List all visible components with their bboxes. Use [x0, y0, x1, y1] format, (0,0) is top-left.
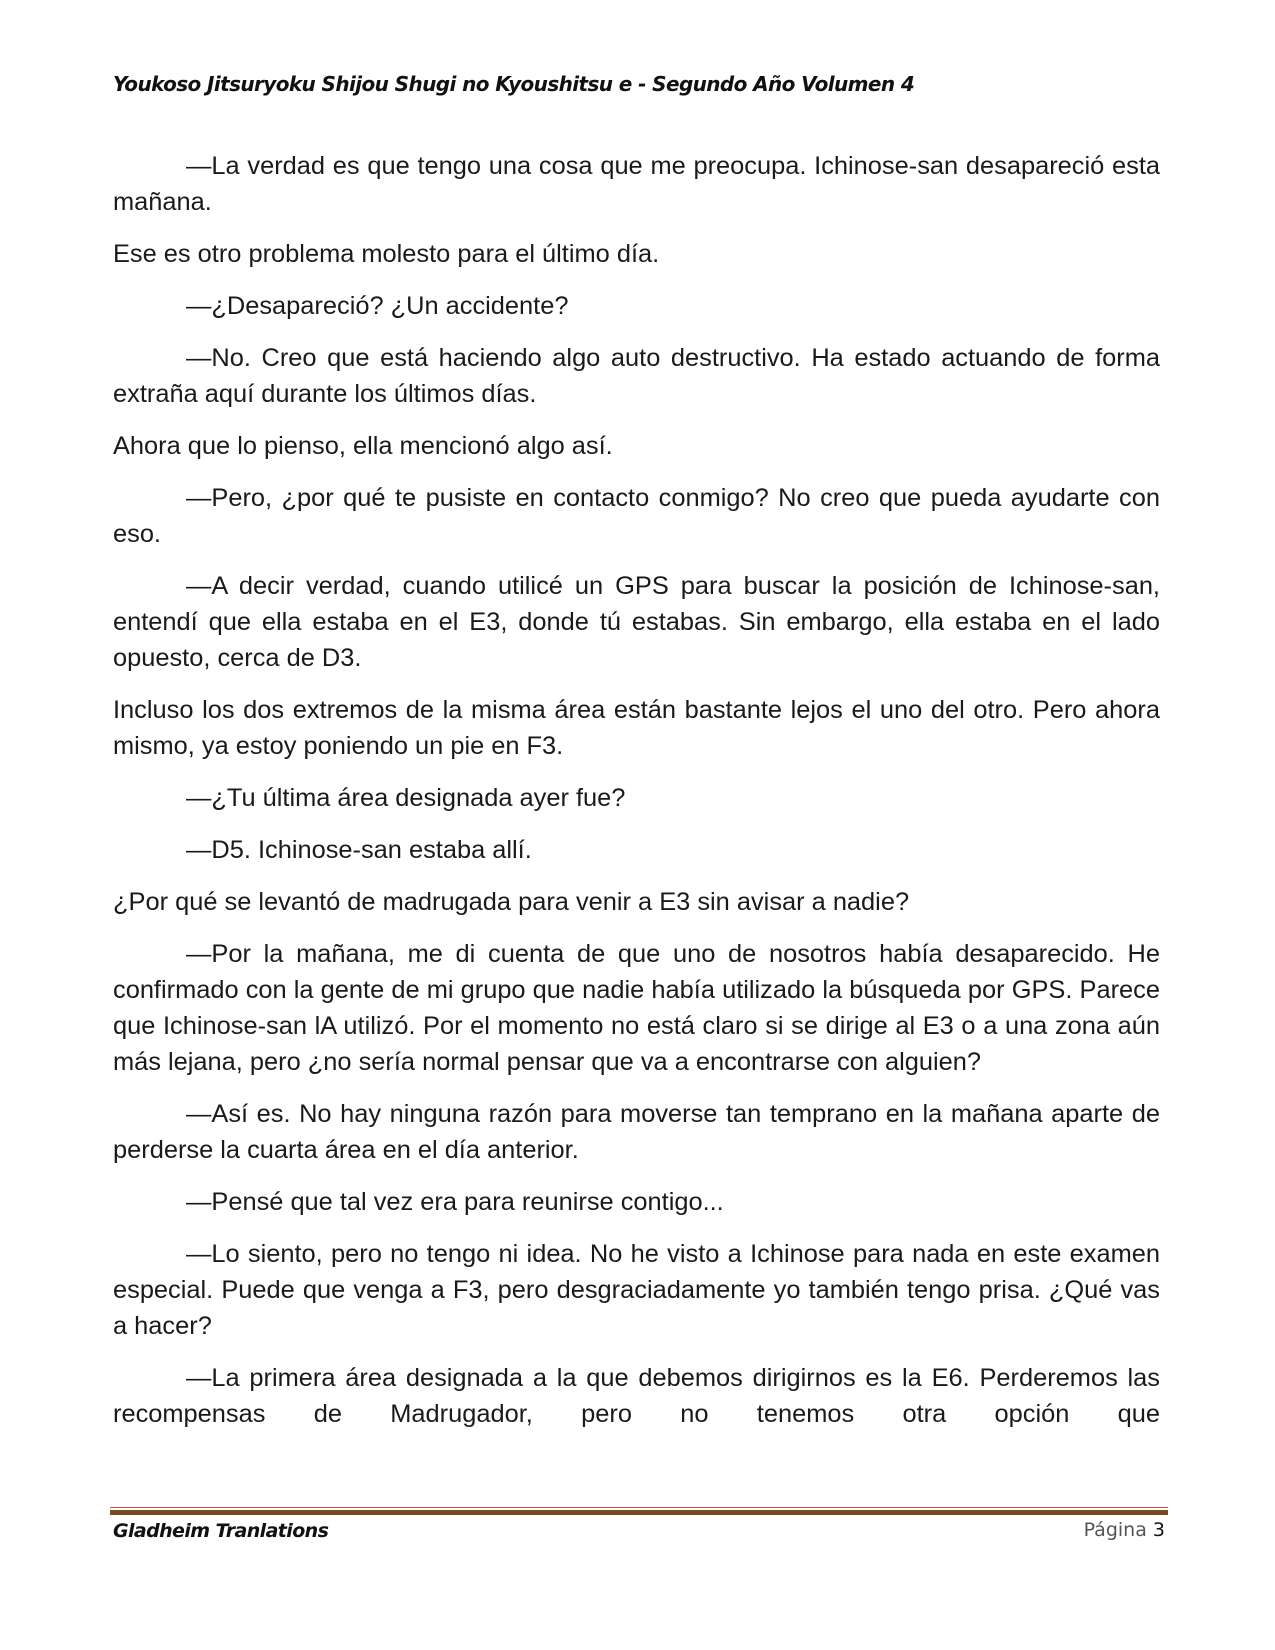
body-text: [113, 148, 1160, 1448]
page-label: Página: [1083, 1519, 1147, 1541]
footer-rule: [110, 1507, 1168, 1515]
running-header: Youkoso Jitsuryoku Shijou Shugi no Kyoushitsu e - Segundo Año Volumen 4: [113, 72, 915, 96]
paragraph-dialogue: —Lo siento, pero no tengo ni idea. No he visto a Ichinose para nada en este examen especial. Puede que venga a F3, pero desgraciadamente yo también tengo prisa. ¿Qué vas a hacer?: [113, 1240, 1160, 1340]
paragraph-dialogue: —¿Tu última área designada ayer fue?: [186, 784, 626, 812]
footer-rule-thick: [110, 1510, 1168, 1515]
footer-credit: Gladheim Tranlations: [113, 1520, 329, 1542]
footer-rule-thin: [110, 1507, 1168, 1508]
paragraph-dialogue: —¿Desapareció? ¿Un accidente?: [186, 292, 569, 320]
paragraph-dialogue: —No. Creo que está haciendo algo auto destructivo. Ha estado actuando de forma extraña aquí durante los últimos días.: [113, 344, 1160, 408]
paragraph-narration: ¿Por qué se levantó de madrugada para venir a E3 sin avisar a nadie?: [113, 888, 910, 916]
paragraph-dialogue: —A decir verdad, cuando utilicé un GPS para buscar la posición de Ichinose-san, entendí que ella estaba en el E3, donde tú estabas. Sin embargo, ella estaba en el lado opuesto, cerca de D3.: [113, 572, 1160, 672]
paragraph-dialogue: —La verdad es que tengo una cosa que me preocupa. Ichinose-san desapareció esta mañana.: [113, 152, 1160, 216]
paragraph-narration: Ahora que lo pienso, ella mencionó algo así.: [113, 432, 613, 460]
paragraph-narration: Incluso los dos extremos de la misma área están bastante lejos el uno del otro. Pero ahora mismo, ya estoy poniendo un pie en F3.: [113, 696, 1160, 760]
paragraph-narration: Ese es otro problema molesto para el último día.: [113, 240, 660, 268]
page-number-block: [1084, 1519, 1165, 1541]
paragraph-dialogue-continues: —La primera área designada a la que debemos dirigirnos es la E6. Perderemos las recompensas de Madrugador, pero no tenemos otra opción que: [113, 1364, 1160, 1428]
paragraph-dialogue: —D5. Ichinose-san estaba allí.: [186, 836, 532, 864]
page-number: 3: [1152, 1519, 1165, 1541]
paragraph-dialogue: —Por la mañana, me di cuenta de que uno de nosotros había desaparecido. He confirmado con la gente de mi grupo que nadie había utilizado la búsqueda por GPS. Parece que Ichinose-san lA utilizó. Por el momento no está claro si se dirige al E3 o a una zona aún más lejana, pero ¿no sería normal pensar que va a encontrarse con alguien?: [113, 940, 1160, 1076]
paragraph-dialogue: —Pensé que tal vez era para reunirse contigo...: [186, 1188, 724, 1216]
paragraph-dialogue: —Así es. No hay ninguna razón para moverse tan temprano en la mañana aparte de perderse la cuarta área en el día anterior.: [113, 1100, 1160, 1164]
paragraph-dialogue: —Pero, ¿por qué te pusiste en contacto conmigo? No creo que pueda ayudarte con eso.: [113, 484, 1160, 548]
